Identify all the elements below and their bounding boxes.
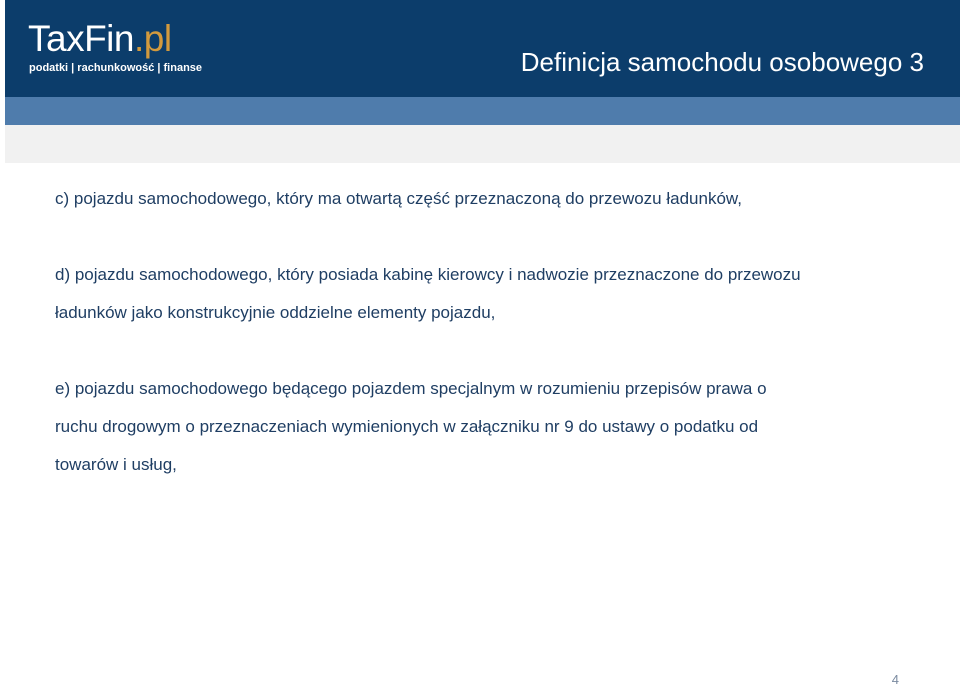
text-line: ruchu drogowym o przeznaczeniach wymienionych w załączniku nr 9 do ustawy o podatku od [55,417,759,436]
page-number: 4 [891,672,899,687]
logo-name: TaxFin [28,18,134,59]
paragraph-e [55,370,915,484]
text-line: e) pojazdu samochodowego będącego pojazdem specjalnym w rozumieniu przepisów prawa o [55,379,767,398]
logo-tagline: podatki | rachunkowość | finanse [29,62,203,74]
header-mid-band [5,97,960,125]
text-line: ładunków jako konstrukcyjnie oddzielne elementy pojazdu, [55,303,496,322]
text-line: d) pojazdu samochodowego, który posiada kabinę kierowcy i nadwozie przeznaczone do przewozu [55,265,801,284]
taxfin-logo [28,18,208,82]
logo-ext: .pl [133,18,172,59]
text-line: c) pojazdu samochodowego, który ma otwartą część przeznaczoną do przewozu ładunków, [55,189,742,208]
logo-wordmark [28,18,172,60]
text-line: towarów i usług, [55,455,177,474]
paragraph-c [55,180,915,218]
paragraph-d [55,256,915,332]
slide-body [55,180,915,484]
slide-title: Definicja samochodu osobowego 3 [520,47,924,77]
